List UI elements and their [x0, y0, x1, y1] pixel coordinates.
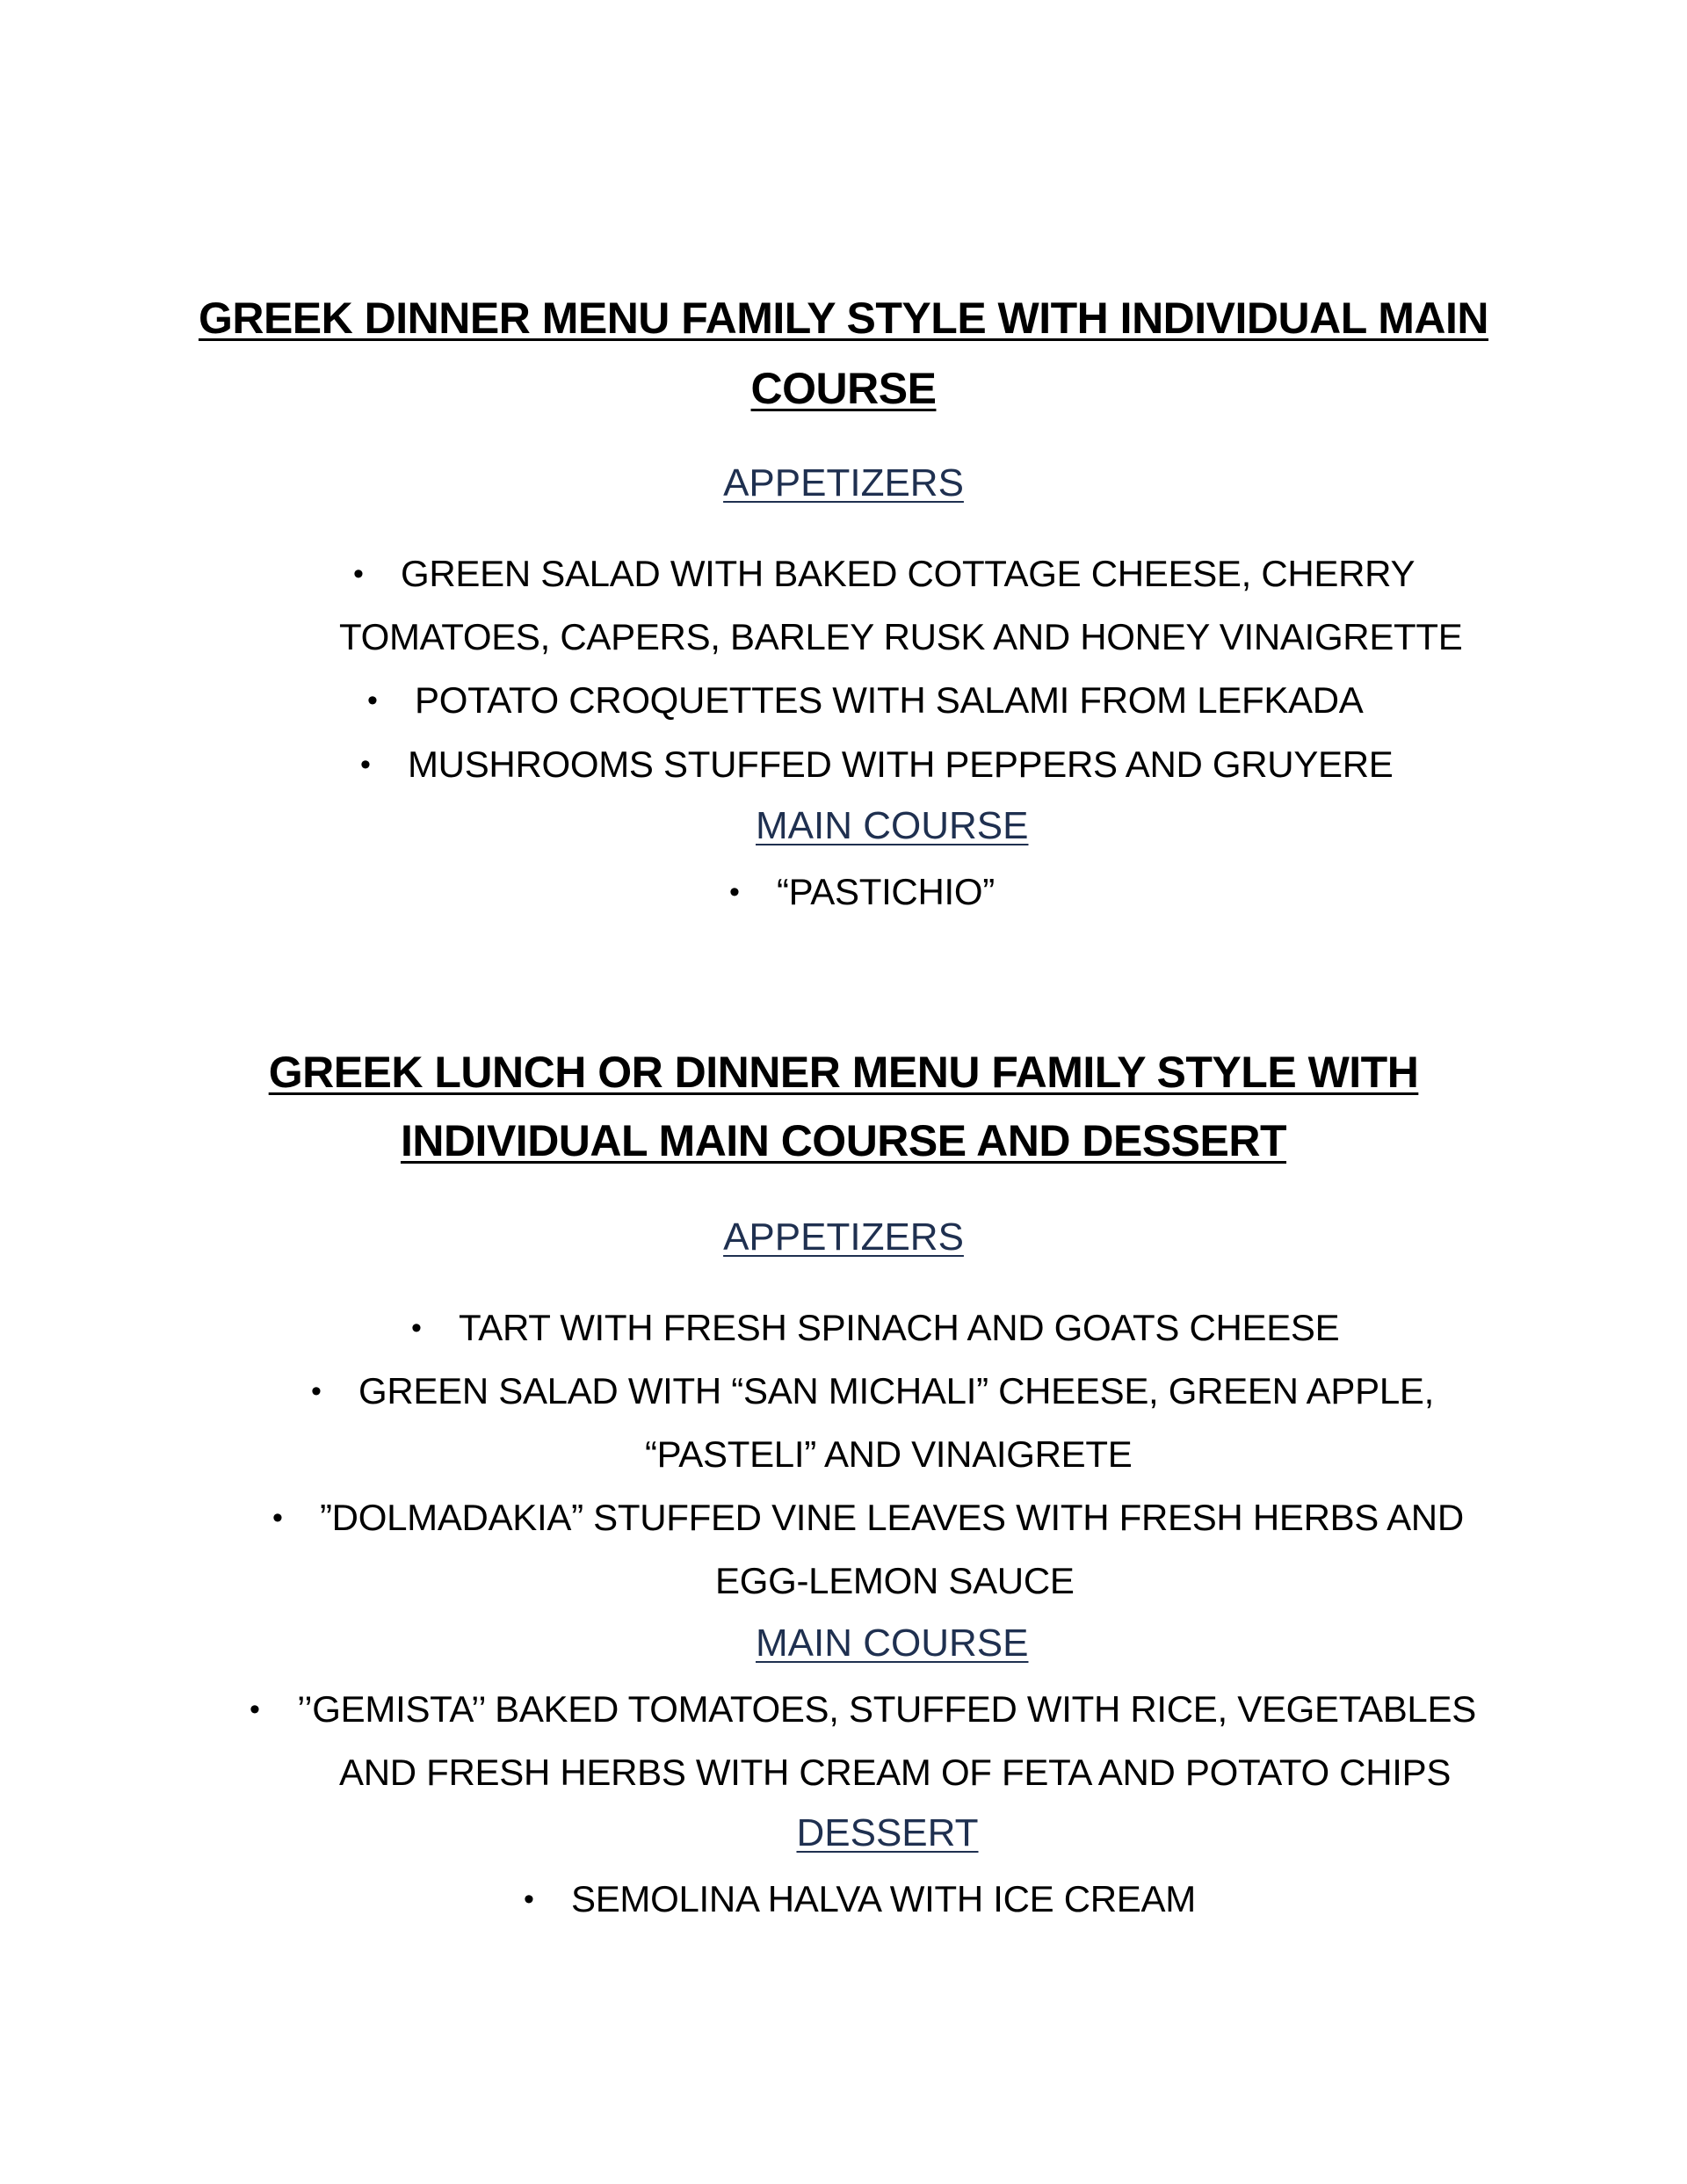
- menu2-appetizer-3-line1: ”DOLMADAKIA” STUFFED VINE LEAVES WITH FRESH HERBS AND: [320, 1497, 1464, 1538]
- menu2-appetizers-heading: APPETIZERS: [723, 1215, 964, 1259]
- menu2-appetizer-1: TART WITH FRESH SPINACH AND GOATS CHEESE: [459, 1307, 1340, 1348]
- menu2-dessert-heading: DESSERT: [796, 1811, 979, 1854]
- bullet-icon: •: [353, 557, 364, 591]
- bullet-icon: •: [729, 875, 740, 909]
- bullet-icon: •: [360, 748, 371, 781]
- menu2-appetizer-2-line2: “PASTELI” AND VINAIGRETE: [645, 1433, 1133, 1475]
- menu2-appetizer-3-line2: EGG-LEMON SAUCE: [715, 1560, 1075, 1601]
- menu2-title-line2: INDIVIDUAL MAIN COURSE AND DESSERT: [400, 1116, 1287, 1165]
- menu2-dessert-1: SEMOLINA HALVA WITH ICE CREAM: [571, 1878, 1196, 1919]
- menu1-main-1: “PASTICHIO”: [777, 871, 995, 912]
- menu1-title-line2: COURSE: [750, 364, 937, 413]
- menu1-title-line1: GREEK DINNER MENU FAMILY STYLE WITH INDIVIDUAL MAIN: [198, 294, 1489, 343]
- menu1-appetizer-1-line1: GREEN SALAD WITH BAKED COTTAGE CHEESE, CHERRY: [401, 553, 1415, 594]
- menu1-appetizer-1-line2: TOMATOES, CAPERS, BARLEY RUSK AND HONEY VINAIGRETTE: [339, 616, 1463, 657]
- menu2-appetizer-2-line1: GREEN SALAD WITH “SAN MICHALI” CHEESE, GREEN APPLE,: [358, 1370, 1434, 1411]
- bullet-icon: •: [411, 1311, 422, 1345]
- menu1-appetizer-3: MUSHROOMS STUFFED WITH PEPPERS AND GRUYERE: [408, 744, 1394, 785]
- menu2-main-1-line2: AND FRESH HERBS WITH CREAM OF FETA AND POTATO CHIPS: [339, 1752, 1452, 1793]
- bullet-icon: •: [272, 1501, 283, 1535]
- menu1-main-course-heading: MAIN COURSE: [756, 804, 1029, 847]
- bullet-icon: •: [367, 684, 378, 717]
- menu2-title-line1: GREEK LUNCH OR DINNER MENU FAMILY STYLE WITH: [268, 1048, 1419, 1097]
- menu1-appetizer-2: POTATO CROQUETTES WITH SALAMI FROM LEFKADA: [415, 679, 1364, 721]
- bullet-icon: •: [250, 1693, 260, 1726]
- bullet-icon: •: [524, 1883, 534, 1916]
- menu1-appetizers-heading: APPETIZERS: [723, 461, 964, 504]
- menu2-main-1-line1: ’’GEMISTA’’ BAKED TOMATOES, STUFFED WITH RICE, VEGETABLES: [297, 1688, 1476, 1730]
- bullet-icon: •: [311, 1375, 322, 1408]
- menu2-main-course-heading: MAIN COURSE: [756, 1622, 1029, 1665]
